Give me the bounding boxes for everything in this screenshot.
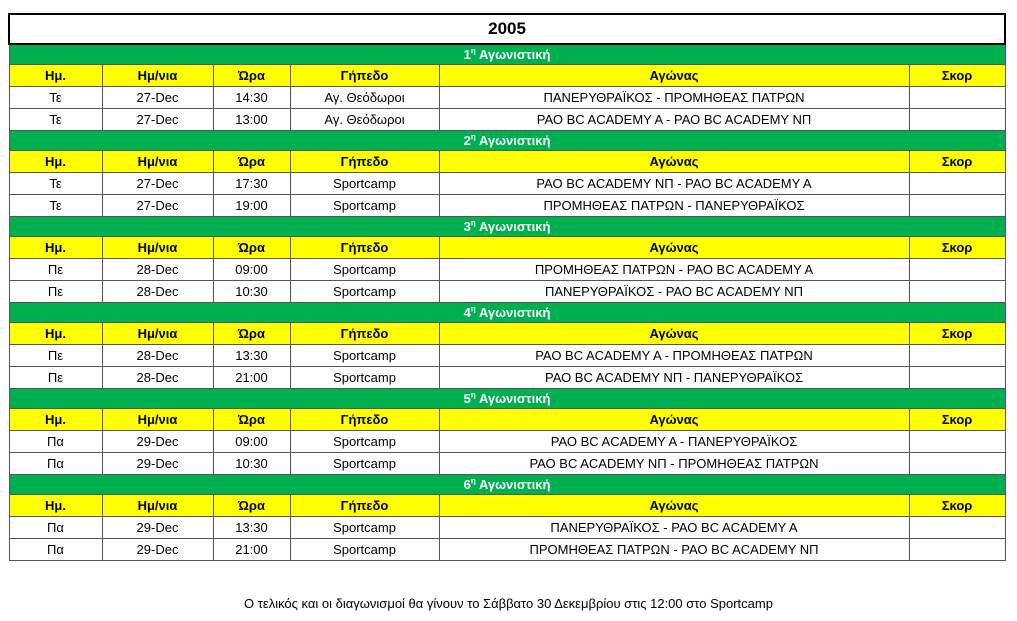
header-venue: Γήπεδο xyxy=(290,409,439,431)
match-row xyxy=(9,367,1005,389)
match-time: 10:30 xyxy=(213,453,290,475)
round-label: Αγωνιστική xyxy=(478,133,551,148)
header-score: Σκορ xyxy=(909,151,1005,173)
match-venue: Sportcamp xyxy=(290,367,439,389)
match-date: 28-Dec xyxy=(102,259,213,281)
match-date: 29-Dec xyxy=(102,539,213,561)
match-venue: Sportcamp xyxy=(290,539,439,561)
header-score: Σκορ xyxy=(909,237,1005,259)
match-game: ΠΑΝΕΡΥΘΡΑΪΚΟΣ - ΡΑΟ BC ACADEMY ΝΠ xyxy=(439,281,909,303)
match-date: 28-Dec xyxy=(102,345,213,367)
header-day: Ημ. xyxy=(9,409,102,431)
header-score: Σκορ xyxy=(909,323,1005,345)
match-day: Πε xyxy=(9,259,102,281)
match-score xyxy=(909,345,1005,367)
match-game: ΠΡΟΜΗΘΕΑΣ ΠΑΤΡΩΝ - ΠΑΝΕΡΥΘΡΑΪΚΟΣ xyxy=(439,195,909,217)
footer-note: Ο τελικός και οι διαγωνισμοί θα γίνουν το Σάββατο 30 Δεκεμβρίου στις 12:00 στο Sportcamp xyxy=(244,596,773,611)
match-time: 10:30 xyxy=(213,281,290,303)
match-venue: Sportcamp xyxy=(290,281,439,303)
match-time: 09:00 xyxy=(213,431,290,453)
header-day: Ημ. xyxy=(9,495,102,517)
round-title xyxy=(9,303,1005,323)
round-label: Αγωνιστική xyxy=(478,305,551,320)
match-row xyxy=(9,259,1005,281)
match-date: 27-Dec xyxy=(102,173,213,195)
round-row xyxy=(9,44,1005,65)
header-game: Αγώνας xyxy=(439,409,909,431)
match-score xyxy=(909,431,1005,453)
match-score xyxy=(909,173,1005,195)
round-ordinal: η xyxy=(470,132,476,142)
match-time: 19:00 xyxy=(213,195,290,217)
match-time: 09:00 xyxy=(213,259,290,281)
match-day: Πα xyxy=(9,517,102,539)
round-title xyxy=(9,475,1005,495)
schedule-table xyxy=(8,13,1006,561)
match-date: 27-Dec xyxy=(102,195,213,217)
header-time: Ώρα xyxy=(213,237,290,259)
header-row xyxy=(9,323,1005,345)
header-time: Ώρα xyxy=(213,151,290,173)
header-row xyxy=(9,495,1005,517)
round-ordinal: η xyxy=(470,390,476,400)
match-time: 13:00 xyxy=(213,109,290,131)
match-day: Πε xyxy=(9,281,102,303)
header-row xyxy=(9,237,1005,259)
header-venue: Γήπεδο xyxy=(290,495,439,517)
round-ordinal: η xyxy=(470,476,476,486)
match-game: ΠΑΝΕΡΥΘΡΑΪΚΟΣ - ΠΡΟΜΗΘΕΑΣ ΠΑΤΡΩΝ xyxy=(439,87,909,109)
round-ordinal: η xyxy=(470,46,476,56)
round-ordinal: η xyxy=(470,218,476,228)
match-score xyxy=(909,281,1005,303)
match-score xyxy=(909,367,1005,389)
match-date: 29-Dec xyxy=(102,517,213,539)
header-game: Αγώνας xyxy=(439,495,909,517)
match-score xyxy=(909,453,1005,475)
round-number: 1 xyxy=(463,47,471,62)
schedule-body xyxy=(9,14,1005,561)
round-ordinal: η xyxy=(470,304,476,314)
match-date: 27-Dec xyxy=(102,87,213,109)
match-venue: Sportcamp xyxy=(290,431,439,453)
match-day: Τε xyxy=(9,87,102,109)
match-date: 28-Dec xyxy=(102,367,213,389)
header-date: Ημ/νια xyxy=(102,65,213,87)
round-title xyxy=(9,389,1005,409)
header-date: Ημ/νια xyxy=(102,237,213,259)
header-game: Αγώνας xyxy=(439,151,909,173)
match-game: ΡΑΟ BC ACADEMY ΝΠ - ΠΑΝΕΡΥΘΡΑΪΚΟΣ xyxy=(439,367,909,389)
header-game: Αγώνας xyxy=(439,323,909,345)
header-score: Σκορ xyxy=(909,495,1005,517)
round-label: Αγωνιστική xyxy=(478,391,551,406)
round-title xyxy=(9,217,1005,237)
header-score: Σκορ xyxy=(909,65,1005,87)
match-time: 21:00 xyxy=(213,539,290,561)
header-day: Ημ. xyxy=(9,151,102,173)
round-number: 2 xyxy=(463,133,471,148)
match-day: Τε xyxy=(9,173,102,195)
match-venue: Sportcamp xyxy=(290,173,439,195)
round-row xyxy=(9,217,1005,237)
round-row xyxy=(9,131,1005,151)
match-time: 21:00 xyxy=(213,367,290,389)
header-day: Ημ. xyxy=(9,65,102,87)
match-score xyxy=(909,87,1005,109)
match-date: 29-Dec xyxy=(102,431,213,453)
match-game: ΠΡΟΜΗΘΕΑΣ ΠΑΤΡΩΝ - ΡΑΟ BC ACADEMY A xyxy=(439,259,909,281)
match-day: Πα xyxy=(9,453,102,475)
round-title xyxy=(9,131,1005,151)
match-score xyxy=(909,539,1005,561)
match-venue: Sportcamp xyxy=(290,195,439,217)
match-day: Τε xyxy=(9,109,102,131)
match-day: Τε xyxy=(9,195,102,217)
header-day: Ημ. xyxy=(9,323,102,345)
round-number: 6 xyxy=(463,477,471,492)
header-venue: Γήπεδο xyxy=(290,323,439,345)
match-venue: Sportcamp xyxy=(290,453,439,475)
header-time: Ώρα xyxy=(213,495,290,517)
header-time: Ώρα xyxy=(213,409,290,431)
match-row xyxy=(9,281,1005,303)
header-game: Αγώνας xyxy=(439,65,909,87)
round-number: 4 xyxy=(463,305,471,320)
header-date: Ημ/νια xyxy=(102,323,213,345)
header-row xyxy=(9,151,1005,173)
header-date: Ημ/νια xyxy=(102,409,213,431)
match-game: ΡΑΟ BC ACADEMY ΝΠ - ΡΑΟ BC ACADEMY A xyxy=(439,173,909,195)
header-time: Ώρα xyxy=(213,65,290,87)
match-time: 13:30 xyxy=(213,517,290,539)
round-number: 5 xyxy=(463,391,471,406)
match-game: ΡΑΟ BC ACADEMY ΝΠ - ΠΡΟΜΗΘΕΑΣ ΠΑΤΡΩΝ xyxy=(439,453,909,475)
match-row xyxy=(9,539,1005,561)
header-date: Ημ/νια xyxy=(102,151,213,173)
match-date: 27-Dec xyxy=(102,109,213,131)
match-score xyxy=(909,259,1005,281)
match-day: Πα xyxy=(9,539,102,561)
match-row xyxy=(9,109,1005,131)
match-time: 17:30 xyxy=(213,173,290,195)
header-venue: Γήπεδο xyxy=(290,237,439,259)
match-game: ΡΑΟ BC ACADEMY A - ΠΑΝΕΡΥΘΡΑΪΚΟΣ xyxy=(439,431,909,453)
match-venue: Sportcamp xyxy=(290,345,439,367)
match-score xyxy=(909,109,1005,131)
round-number: 3 xyxy=(463,219,471,234)
header-venue: Γήπεδο xyxy=(290,65,439,87)
header-score: Σκορ xyxy=(909,409,1005,431)
round-title xyxy=(9,44,1005,65)
round-label: Αγωνιστική xyxy=(478,219,551,234)
match-venue: Αγ. Θεόδωροι xyxy=(290,87,439,109)
match-date: 28-Dec xyxy=(102,281,213,303)
round-row xyxy=(9,475,1005,495)
match-row xyxy=(9,431,1005,453)
round-label: Αγωνιστική xyxy=(478,477,551,492)
match-game: ΠΑΝΕΡΥΘΡΑΪΚΟΣ - ΡΑΟ BC ACADEMY A xyxy=(439,517,909,539)
match-venue: Sportcamp xyxy=(290,517,439,539)
match-score xyxy=(909,195,1005,217)
header-game: Αγώνας xyxy=(439,237,909,259)
round-row xyxy=(9,389,1005,409)
match-venue: Αγ. Θεόδωροι xyxy=(290,109,439,131)
match-game: ΡΑΟ BC ACADEMY A - ΠΡΟΜΗΘΕΑΣ ΠΑΤΡΩΝ xyxy=(439,345,909,367)
match-date: 29-Dec xyxy=(102,453,213,475)
match-time: 13:30 xyxy=(213,345,290,367)
schedule-title: 2005 xyxy=(9,14,1005,44)
match-score xyxy=(909,517,1005,539)
schedule-sheet xyxy=(8,13,1004,561)
header-day: Ημ. xyxy=(9,237,102,259)
header-time: Ώρα xyxy=(213,323,290,345)
header-venue: Γήπεδο xyxy=(290,151,439,173)
match-row xyxy=(9,345,1005,367)
round-label: Αγωνιστική xyxy=(478,47,551,62)
match-game: ΡΑΟ BC ACADEMY A - ΡΑΟ BC ACADEMY ΝΠ xyxy=(439,109,909,131)
match-venue: Sportcamp xyxy=(290,259,439,281)
round-row xyxy=(9,303,1005,323)
match-row xyxy=(9,87,1005,109)
match-row xyxy=(9,453,1005,475)
match-day: Πε xyxy=(9,367,102,389)
match-row xyxy=(9,195,1005,217)
header-row xyxy=(9,65,1005,87)
title-row xyxy=(9,14,1005,44)
header-date: Ημ/νια xyxy=(102,495,213,517)
match-day: Πε xyxy=(9,345,102,367)
match-row xyxy=(9,517,1005,539)
match-game: ΠΡΟΜΗΘΕΑΣ ΠΑΤΡΩΝ - ΡΑΟ BC ACADEMY ΝΠ xyxy=(439,539,909,561)
match-day: Πα xyxy=(9,431,102,453)
header-row xyxy=(9,409,1005,431)
match-time: 14:30 xyxy=(213,87,290,109)
match-row xyxy=(9,173,1005,195)
